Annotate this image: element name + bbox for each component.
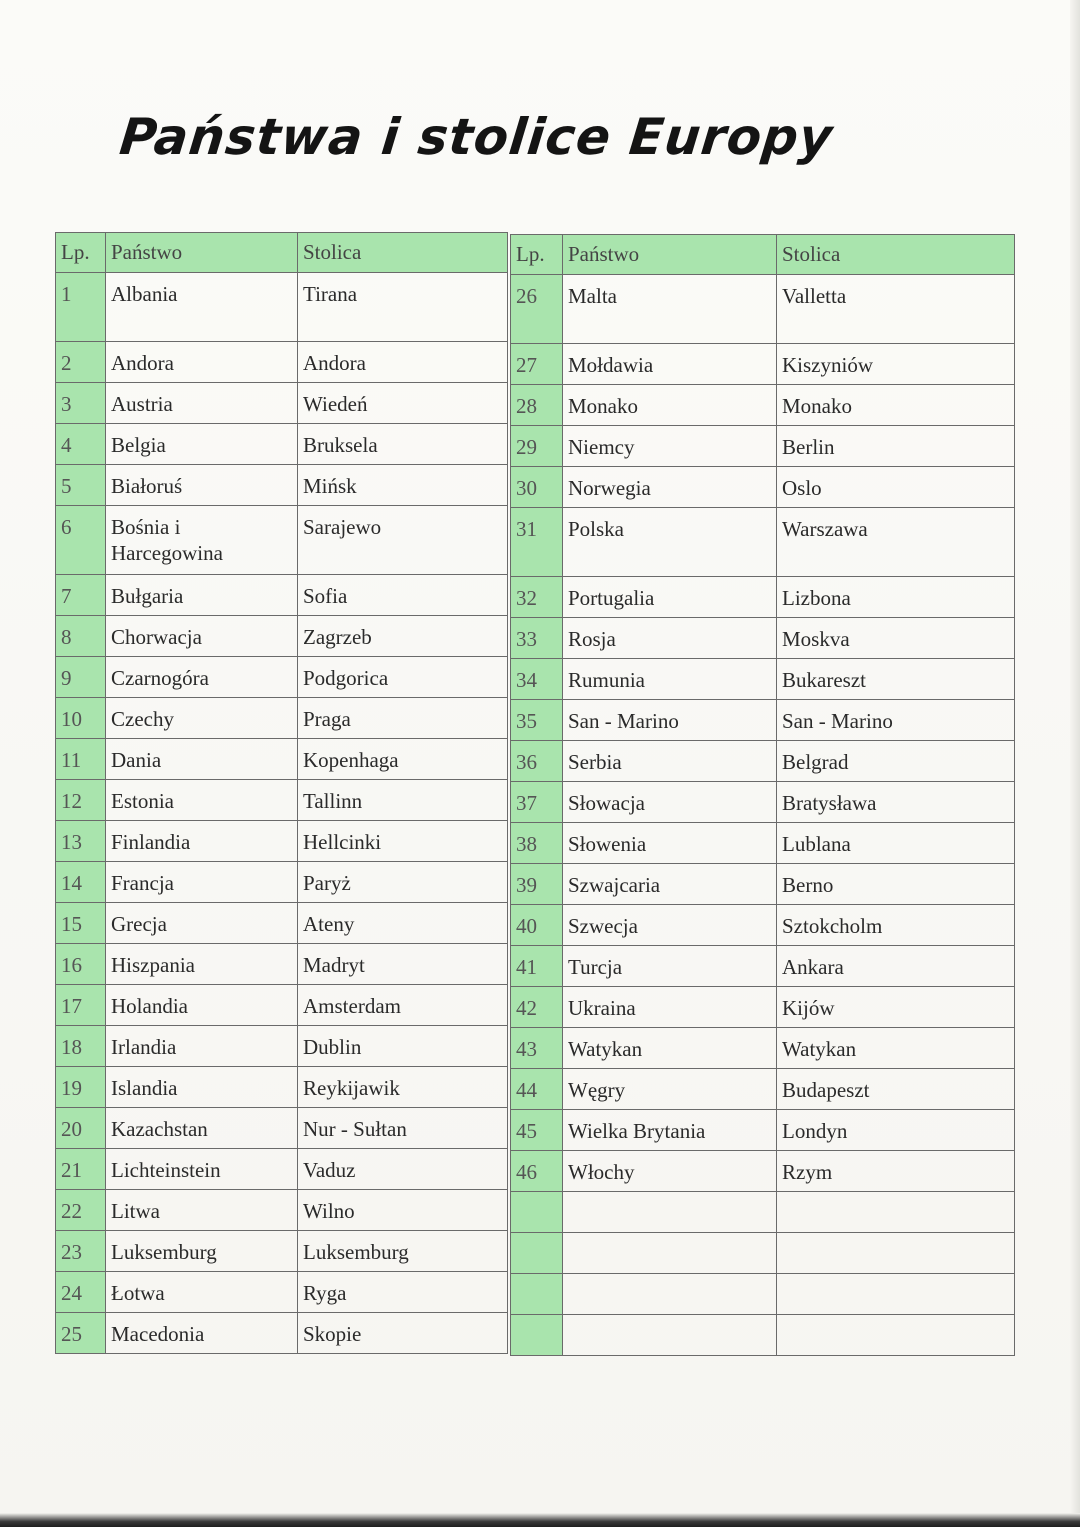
table-row xyxy=(511,1069,1015,1110)
country-cell: Węgry xyxy=(563,1069,777,1110)
capital-cell: Budapeszt xyxy=(777,1069,1015,1110)
header-capital: Stolica xyxy=(298,233,508,273)
capital-cell: Madryt xyxy=(298,944,508,985)
capital-cell: Sztokcholm xyxy=(777,905,1015,946)
row-number: 16 xyxy=(56,944,106,985)
country-cell: Bułgaria xyxy=(106,575,298,616)
country-cell: San - Marino xyxy=(563,700,777,741)
capital-cell: Ryga xyxy=(298,1272,508,1313)
row-number: 10 xyxy=(56,698,106,739)
table-row xyxy=(56,821,508,862)
row-number: 2 xyxy=(56,342,106,383)
capital-cell: Wiedeń xyxy=(298,383,508,424)
table-row xyxy=(56,1149,508,1190)
country-cell: Szwajcaria xyxy=(563,864,777,905)
row-number: 18 xyxy=(56,1026,106,1067)
table-row xyxy=(56,903,508,944)
capital-cell: Berlin xyxy=(777,426,1015,467)
row-number xyxy=(511,1192,563,1233)
table-row xyxy=(56,1272,508,1313)
table-header-row xyxy=(511,235,1015,275)
country-cell: Holandia xyxy=(106,985,298,1026)
capital-cell xyxy=(777,1315,1015,1356)
table-row xyxy=(56,698,508,739)
row-number: 29 xyxy=(511,426,563,467)
capital-cell: Hellcinki xyxy=(298,821,508,862)
row-number: 3 xyxy=(56,383,106,424)
row-number: 24 xyxy=(56,1272,106,1313)
paper-bottom-edge xyxy=(0,1513,1080,1527)
country-cell: Czarnogóra xyxy=(106,657,298,698)
country-cell: Irlandia xyxy=(106,1026,298,1067)
table-row xyxy=(56,575,508,616)
country-cell: Białoruś xyxy=(106,465,298,506)
table-row xyxy=(511,1274,1015,1315)
row-number: 11 xyxy=(56,739,106,780)
capital-cell: Praga xyxy=(298,698,508,739)
row-number: 1 xyxy=(56,273,106,342)
capital-cell xyxy=(777,1233,1015,1274)
country-cell: Macedonia xyxy=(106,1313,298,1354)
header-lp: Lp. xyxy=(511,235,563,275)
country-cell: Austria xyxy=(106,383,298,424)
row-number: 28 xyxy=(511,385,563,426)
table-row xyxy=(56,780,508,821)
country-cell: Francja xyxy=(106,862,298,903)
country-cell: Estonia xyxy=(106,780,298,821)
capital-cell: Bratysława xyxy=(777,782,1015,823)
table-row xyxy=(511,385,1015,426)
country-cell xyxy=(563,1274,777,1315)
table-row xyxy=(56,1108,508,1149)
country-cell: Chorwacja xyxy=(106,616,298,657)
row-number: 37 xyxy=(511,782,563,823)
table-row xyxy=(56,1231,508,1272)
country-cell: Ukraina xyxy=(563,987,777,1028)
table-row xyxy=(56,1190,508,1231)
table-row xyxy=(511,1315,1015,1356)
table-row xyxy=(56,506,508,575)
row-number: 7 xyxy=(56,575,106,616)
capital-cell xyxy=(777,1274,1015,1315)
header-capital: Stolica xyxy=(777,235,1015,275)
table-row xyxy=(56,424,508,465)
row-number: 26 xyxy=(511,275,563,344)
row-number: 45 xyxy=(511,1110,563,1151)
capital-cell: Lublana xyxy=(777,823,1015,864)
row-number: 41 xyxy=(511,946,563,987)
capital-cell: San - Marino xyxy=(777,700,1015,741)
country-cell: Włochy xyxy=(563,1151,777,1192)
row-number: 17 xyxy=(56,985,106,1026)
capital-cell: Zagrzeb xyxy=(298,616,508,657)
table-row xyxy=(511,508,1015,577)
table-row xyxy=(511,864,1015,905)
row-number: 46 xyxy=(511,1151,563,1192)
capital-cell: Rzym xyxy=(777,1151,1015,1192)
country-cell: Malta xyxy=(563,275,777,344)
table-row xyxy=(56,1067,508,1108)
capital-cell: Oslo xyxy=(777,467,1015,508)
row-number: 27 xyxy=(511,344,563,385)
capital-cell: Reykijawik xyxy=(298,1067,508,1108)
country-cell: Litwa xyxy=(106,1190,298,1231)
row-number: 31 xyxy=(511,508,563,577)
table-row xyxy=(56,273,508,342)
country-cell: Słowenia xyxy=(563,823,777,864)
capital-cell: Nur - Sułtan xyxy=(298,1108,508,1149)
country-cell: Bośnia i Harcegowina xyxy=(106,506,298,575)
row-number: 23 xyxy=(56,1231,106,1272)
table-row xyxy=(56,342,508,383)
capital-cell: Luksemburg xyxy=(298,1231,508,1272)
row-number: 19 xyxy=(56,1067,106,1108)
capital-cell: Warszawa xyxy=(777,508,1015,577)
row-number: 4 xyxy=(56,424,106,465)
row-number xyxy=(511,1274,563,1315)
table-row xyxy=(511,659,1015,700)
table-row xyxy=(56,383,508,424)
table-row xyxy=(56,944,508,985)
country-cell: Mołdawia xyxy=(563,344,777,385)
country-cell: Hiszpania xyxy=(106,944,298,985)
capital-cell xyxy=(777,1192,1015,1233)
capital-cell: Vaduz xyxy=(298,1149,508,1190)
countries-table-right xyxy=(510,234,1015,1356)
country-cell: Monako xyxy=(563,385,777,426)
table-row xyxy=(511,823,1015,864)
country-cell: Wielka Brytania xyxy=(563,1110,777,1151)
row-number: 21 xyxy=(56,1149,106,1190)
capital-cell: Sofia xyxy=(298,575,508,616)
table-row xyxy=(511,467,1015,508)
table-row xyxy=(511,1233,1015,1274)
table-row xyxy=(511,700,1015,741)
table-row xyxy=(56,739,508,780)
capital-cell: Valletta xyxy=(777,275,1015,344)
row-number: 43 xyxy=(511,1028,563,1069)
row-number: 14 xyxy=(56,862,106,903)
country-cell: Kazachstan xyxy=(106,1108,298,1149)
row-number: 38 xyxy=(511,823,563,864)
capital-cell: Dublin xyxy=(298,1026,508,1067)
row-number: 20 xyxy=(56,1108,106,1149)
row-number: 34 xyxy=(511,659,563,700)
capital-cell: Londyn xyxy=(777,1110,1015,1151)
row-number: 36 xyxy=(511,741,563,782)
capital-cell: Monako xyxy=(777,385,1015,426)
paper-right-edge xyxy=(1070,0,1080,1527)
row-number: 8 xyxy=(56,616,106,657)
capital-cell: Kopenhaga xyxy=(298,739,508,780)
country-cell: Rosja xyxy=(563,618,777,659)
row-number: 6 xyxy=(56,506,106,575)
capital-cell: Paryż xyxy=(298,862,508,903)
row-number: 33 xyxy=(511,618,563,659)
country-cell xyxy=(563,1315,777,1356)
country-cell: Andora xyxy=(106,342,298,383)
capital-cell: Sarajewo xyxy=(298,506,508,575)
table-row xyxy=(511,905,1015,946)
row-number: 32 xyxy=(511,577,563,618)
table-row xyxy=(56,862,508,903)
row-number: 5 xyxy=(56,465,106,506)
table-row xyxy=(511,782,1015,823)
country-cell: Belgia xyxy=(106,424,298,465)
table-row xyxy=(511,275,1015,344)
row-number xyxy=(511,1315,563,1356)
table-row xyxy=(511,741,1015,782)
country-cell: Słowacja xyxy=(563,782,777,823)
table-row xyxy=(56,657,508,698)
capital-cell: Tirana xyxy=(298,273,508,342)
capital-cell: Lizbona xyxy=(777,577,1015,618)
capital-cell: Kiszyniów xyxy=(777,344,1015,385)
country-cell: Łotwa xyxy=(106,1272,298,1313)
header-country: Państwo xyxy=(106,233,298,273)
country-cell: Polska xyxy=(563,508,777,577)
country-cell: Niemcy xyxy=(563,426,777,467)
row-number: 42 xyxy=(511,987,563,1028)
table-row xyxy=(511,1110,1015,1151)
capital-cell: Ateny xyxy=(298,903,508,944)
header-lp: Lp. xyxy=(56,233,106,273)
capital-cell: Berno xyxy=(777,864,1015,905)
capital-cell: Tallinn xyxy=(298,780,508,821)
country-cell: Szwecja xyxy=(563,905,777,946)
row-number xyxy=(511,1233,563,1274)
country-cell: Norwegia xyxy=(563,467,777,508)
header-country: Państwo xyxy=(563,235,777,275)
country-cell: Czechy xyxy=(106,698,298,739)
page-title: Państwa i stolice Europy xyxy=(116,108,836,166)
country-cell: Serbia xyxy=(563,741,777,782)
table-row xyxy=(511,987,1015,1028)
capital-cell: Kijów xyxy=(777,987,1015,1028)
capital-cell: Belgrad xyxy=(777,741,1015,782)
countries-table-left xyxy=(55,232,508,1354)
row-number: 40 xyxy=(511,905,563,946)
country-cell: Albania xyxy=(106,273,298,342)
country-cell: Rumunia xyxy=(563,659,777,700)
capital-cell: Wilno xyxy=(298,1190,508,1231)
capital-cell: Bukareszt xyxy=(777,659,1015,700)
table-row xyxy=(511,618,1015,659)
capital-cell: Ankara xyxy=(777,946,1015,987)
capital-cell: Bruksela xyxy=(298,424,508,465)
row-number: 30 xyxy=(511,467,563,508)
row-number: 39 xyxy=(511,864,563,905)
country-cell: Lichteinstein xyxy=(106,1149,298,1190)
row-number: 9 xyxy=(56,657,106,698)
row-number: 44 xyxy=(511,1069,563,1110)
table-row xyxy=(511,1151,1015,1192)
row-number: 35 xyxy=(511,700,563,741)
capital-cell: Podgorica xyxy=(298,657,508,698)
table-row xyxy=(511,1192,1015,1233)
table-row xyxy=(56,465,508,506)
table-row xyxy=(56,1313,508,1354)
row-number: 25 xyxy=(56,1313,106,1354)
table-row xyxy=(511,344,1015,385)
capital-cell: Watykan xyxy=(777,1028,1015,1069)
table-row xyxy=(56,1026,508,1067)
country-cell: Islandia xyxy=(106,1067,298,1108)
table-row xyxy=(56,616,508,657)
row-number: 12 xyxy=(56,780,106,821)
country-cell: Watykan xyxy=(563,1028,777,1069)
row-number: 13 xyxy=(56,821,106,862)
capital-cell: Amsterdam xyxy=(298,985,508,1026)
capital-cell: Mińsk xyxy=(298,465,508,506)
table-header-row xyxy=(56,233,508,273)
row-number: 22 xyxy=(56,1190,106,1231)
country-cell: Finlandia xyxy=(106,821,298,862)
table-row xyxy=(511,1028,1015,1069)
country-cell: Dania xyxy=(106,739,298,780)
capital-cell: Skopie xyxy=(298,1313,508,1354)
table-row xyxy=(511,426,1015,467)
table-row xyxy=(511,946,1015,987)
table-row xyxy=(56,985,508,1026)
country-cell: Turcja xyxy=(563,946,777,987)
country-cell: Luksemburg xyxy=(106,1231,298,1272)
table-row xyxy=(511,577,1015,618)
row-number: 15 xyxy=(56,903,106,944)
capital-cell: Moskva xyxy=(777,618,1015,659)
country-cell xyxy=(563,1192,777,1233)
capital-cell: Andora xyxy=(298,342,508,383)
country-cell: Portugalia xyxy=(563,577,777,618)
country-cell xyxy=(563,1233,777,1274)
country-cell: Grecja xyxy=(106,903,298,944)
